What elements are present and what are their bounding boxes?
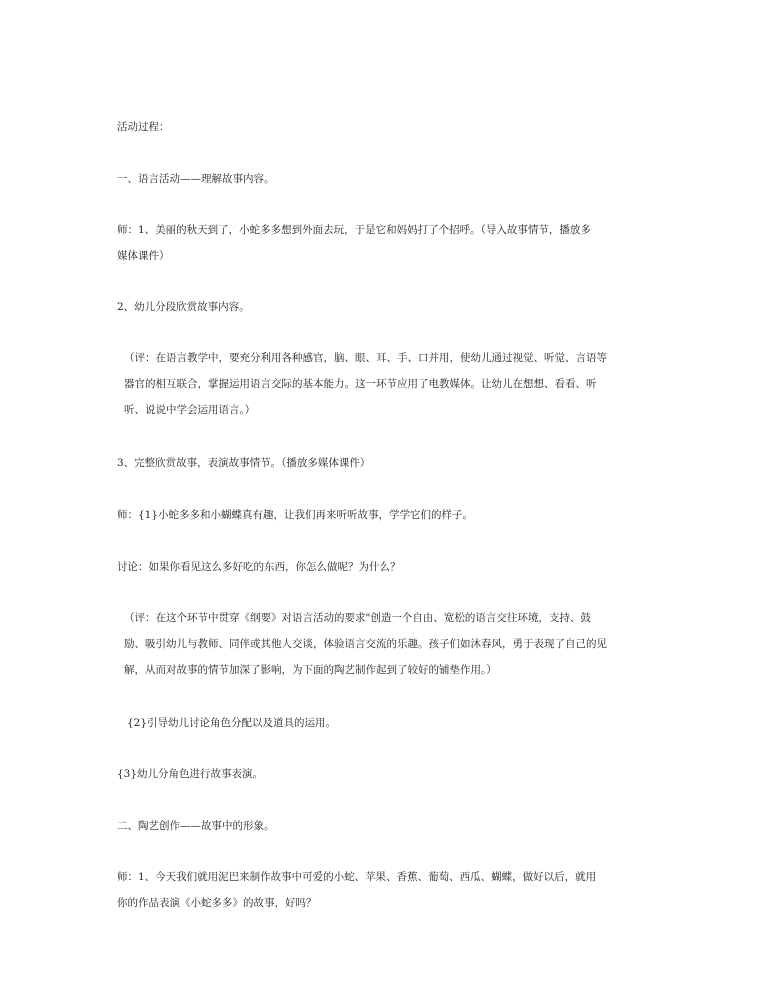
text-line: 你的作品表演《小蛇多多》的故事，好吗？: [117, 897, 317, 909]
text-line: 励、吸引幼儿与教师、同伴或其他人交谈，体验语言交流的乐趣。孩子们如沐春风，勇于表现了自己的见: [124, 638, 607, 650]
paragraph-section-one-heading: [117, 166, 657, 192]
text-line: （评：在语言教学中，要充分利用各种感官，脑、眼、耳、手、口并用，使幼儿通过视觉、听觉、言语等: [124, 352, 607, 364]
paragraph-teacher-pottery: [117, 864, 657, 916]
text-line: 器官的相互联合，掌握运用语言交际的基本能力。这一环节应用了电教媒体。让幼儿在想想、看看、听: [124, 378, 597, 390]
paragraph-discussion: [117, 554, 657, 580]
text-line: {3}幼儿分角色进行故事表演。: [117, 768, 264, 780]
text-line: 师：1、今天我们就用泥巴来制作故事中可爱的小蛇、苹果、香蕉、葡萄、西瓜、蝴蝶，做好以后，就用: [117, 871, 597, 883]
text-line: 媒体课件）: [117, 250, 170, 262]
text-line: 活动过程：: [117, 121, 170, 133]
text-line: 听、说说中学会运用语言。）: [124, 404, 256, 416]
paragraph-step-3: [117, 450, 657, 476]
text-line: 3、完整欣赏故事，表演故事情节。（播放多媒体课件）: [117, 457, 371, 469]
text-line: 讨论：如果你看见这么多好吃的东西，你怎么做呢？为什么？: [117, 561, 401, 573]
paragraph-sub-3: [117, 761, 657, 787]
paragraph-section-two-heading: [117, 813, 657, 839]
text-line: 2、幼儿分段欣赏故事内容。: [117, 301, 250, 313]
text-line: 师：1、美丽的秋天到了，小蛇多多想到外面去玩，于是它和妈妈打了个招呼。（导入故事情节，播放多: [117, 224, 591, 236]
paragraph-teacher-step-1: [117, 217, 657, 269]
paragraph-step-2: [117, 294, 657, 320]
text-line: {2}引导幼儿讨论角色分配以及道具的运用。: [127, 717, 337, 729]
paragraph-activity-process: [117, 114, 657, 140]
text-line: （评：在这个环节中贯穿《纲要》对语言活动的要求"创造一个自由、宽松的语言交往环境，支持、鼓: [124, 612, 591, 624]
text-line: 一、语言活动——理解故事内容。: [117, 173, 275, 185]
text-line: 二、陶艺创作——故事中的形象。: [117, 820, 275, 832]
paragraph-comment-1: [124, 345, 664, 423]
paragraph-teacher-sub-1: [117, 502, 657, 528]
paragraph-comment-2: [124, 605, 664, 683]
paragraph-sub-2: [127, 710, 667, 736]
text-line: 师：{1}小蛇多多和小蝴蝶真有趣，让我们再来听听故事，学学它们的样子。: [117, 509, 474, 521]
text-line: 解，从而对故事的情节加深了影响，为下面的陶艺制作起到了较好的铺垫作用。）: [124, 664, 497, 676]
